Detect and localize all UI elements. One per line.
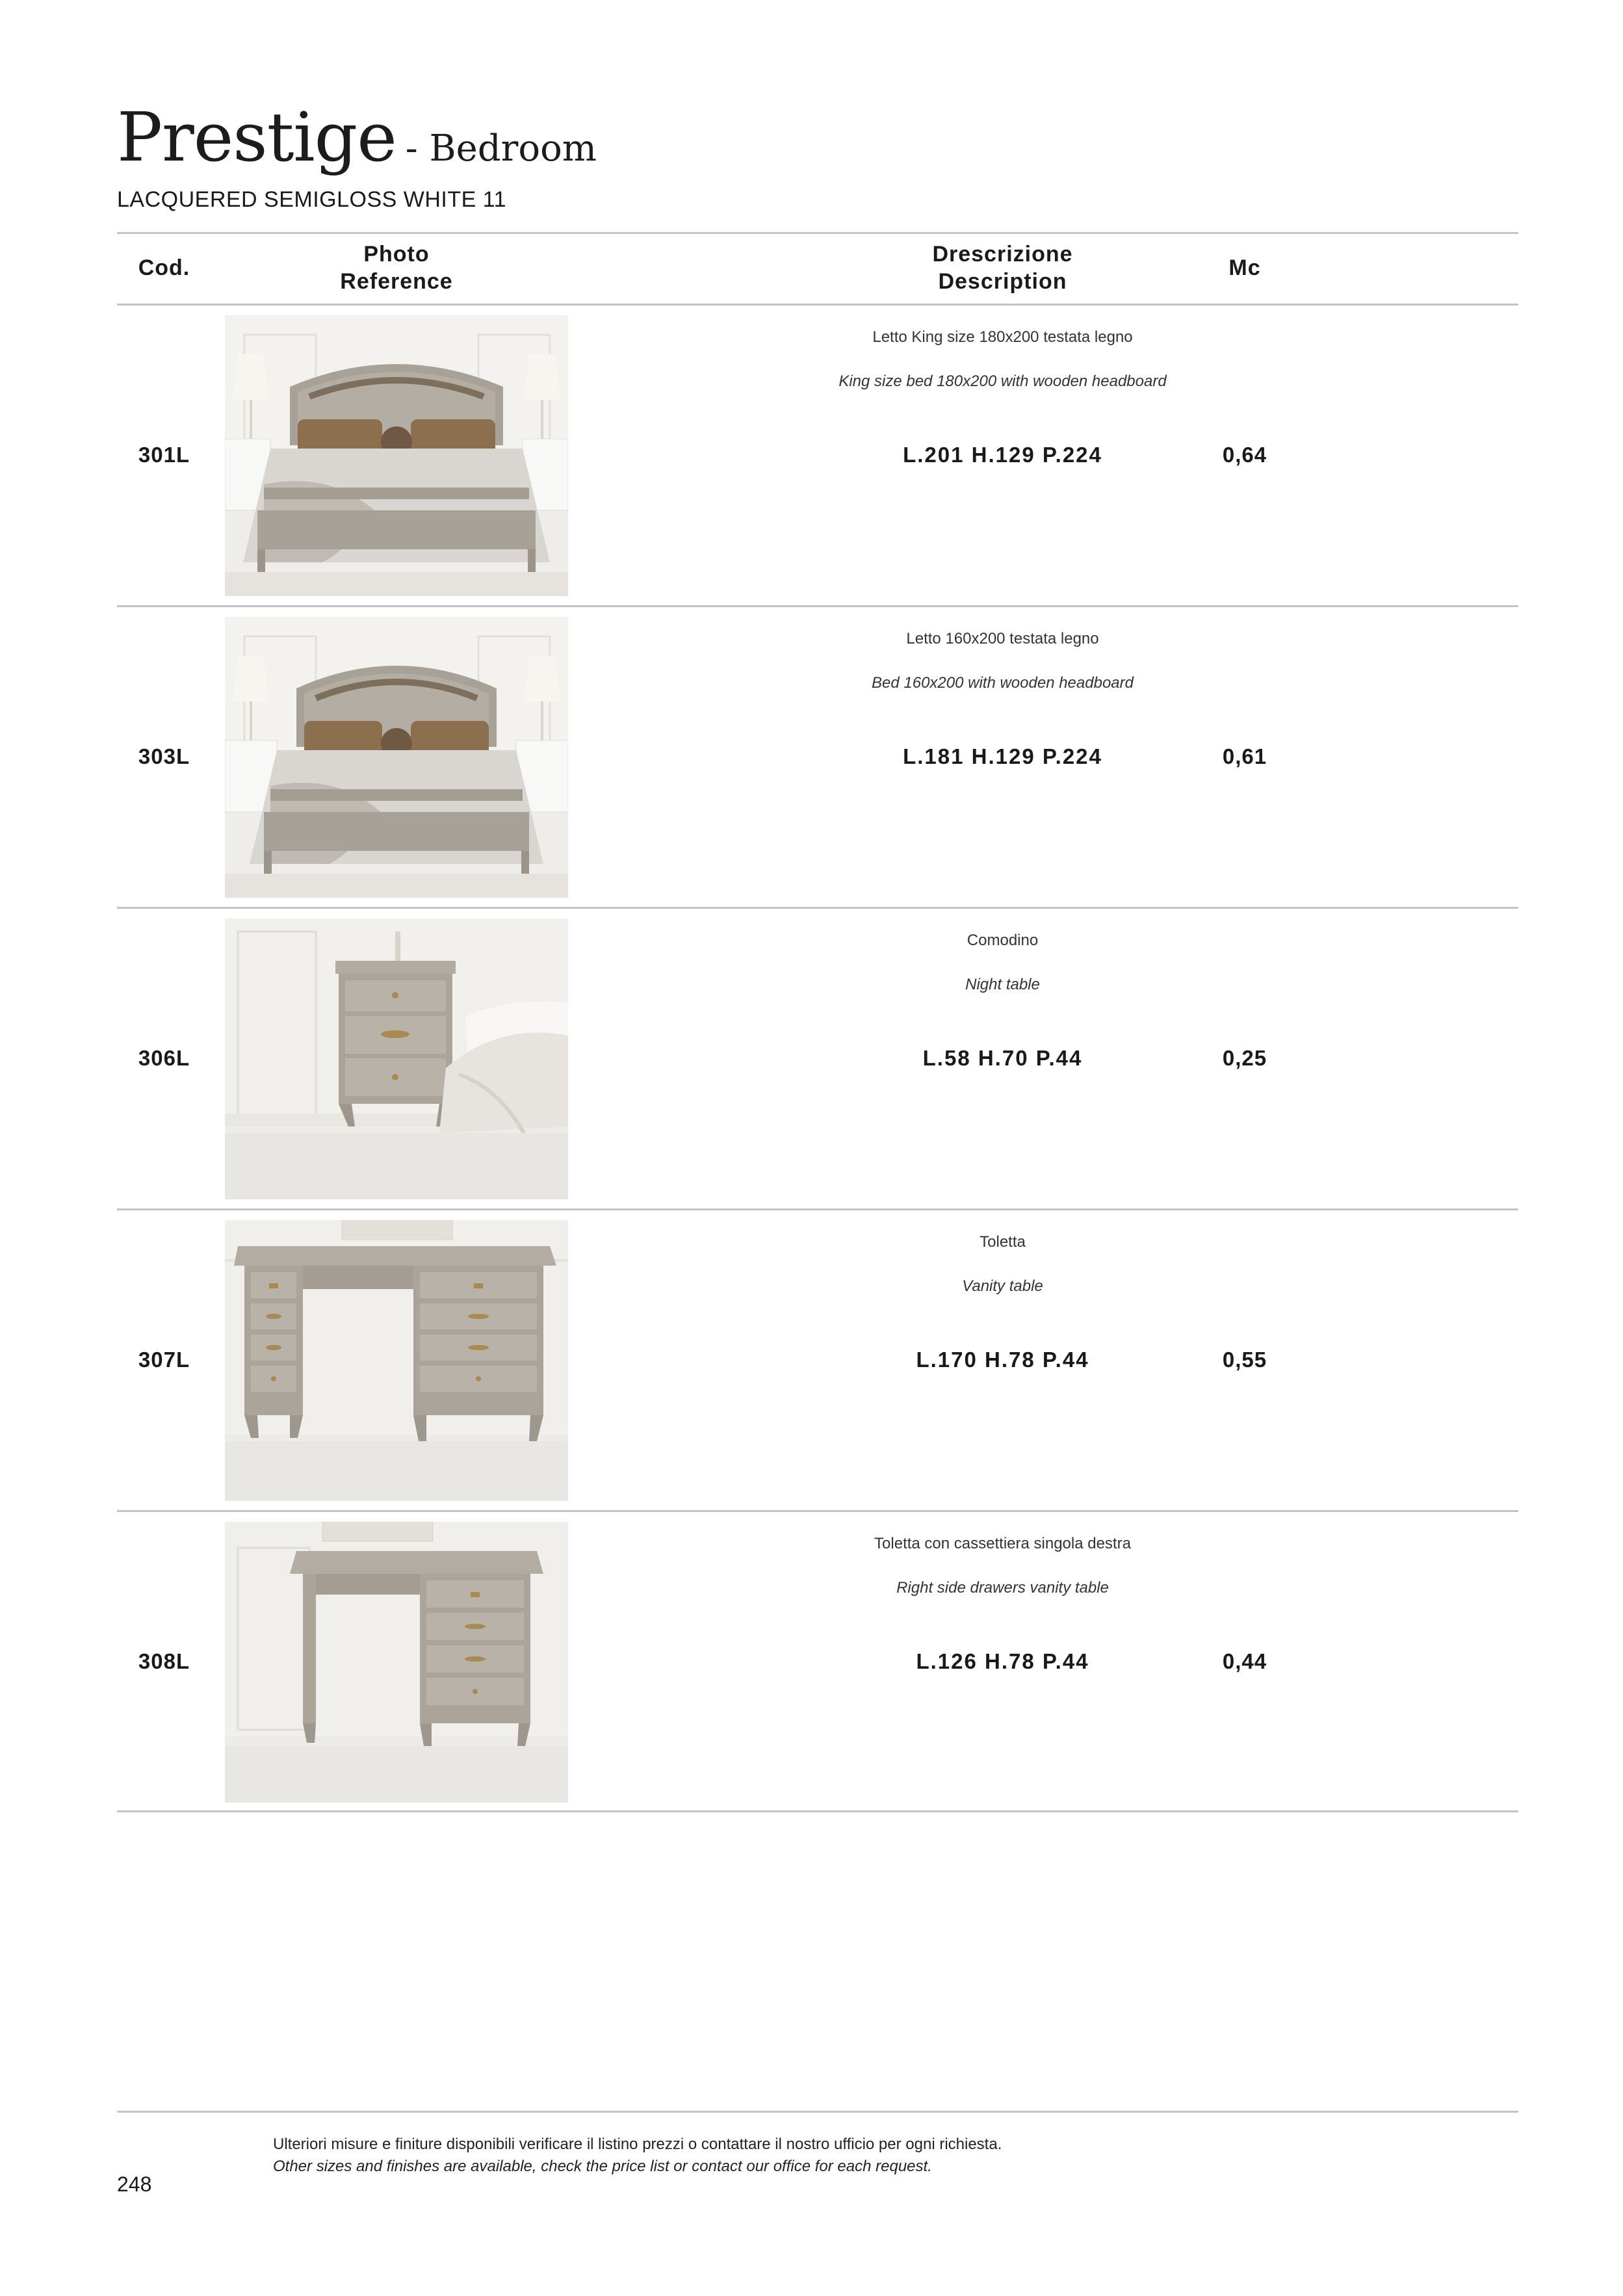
product-description-it: Toletta [980,1233,1026,1251]
column-header-photo [225,233,568,303]
finish-label: LACQUERED SEMIGLOSS WHITE 11 [117,187,507,212]
product-description-en: Right side drawers vanity table [896,1579,1109,1597]
product-photo-king-bed [225,315,568,596]
collection-name: Prestige [117,98,396,177]
column-header-mc-label: Mc [1228,255,1261,280]
column-header-photo-line1: Photo [363,242,430,267]
product-description-it: Letto 160x200 testata legno [906,630,1099,647]
table-row [117,1210,1518,1510]
table-row [117,1511,1518,1812]
product-photo-night-table [225,919,568,1199]
product-code: 307L [138,1348,190,1372]
table-row [117,305,1518,605]
product-code: 308L [138,1649,190,1673]
product-description-it: Comodino [967,932,1039,949]
product-description-en: Night table [965,976,1040,993]
product-dimensions: L.181 H.129 P.224 [903,744,1102,768]
footer-note-en: Other sizes and finishes are available, check the price list or contact our office for each request. [273,2158,932,2175]
product-volume: 0,25 [1222,1046,1267,1070]
column-header-description-line2: Description [938,269,1067,294]
table-row [117,607,1518,907]
page-title [117,98,597,177]
product-description-en: King size bed 180x200 with wooden headboard [838,372,1167,390]
product-dimensions: L.170 H.78 P.44 [916,1348,1089,1372]
column-header-code-label: Cod. [138,255,190,280]
column-header-code [117,233,211,303]
footer-note-it: Ulteriori misure e finiture disponibili verificare il listino prezzi o contattare il nostro ufficio per ogni richiesta. [273,2135,1002,2153]
product-volume: 0,61 [1222,744,1267,768]
product-photo-double-bed [225,617,568,898]
collection-subtitle: - Bedroom [405,127,597,170]
product-description-it: Toletta con cassettiera singola destra [874,1535,1131,1552]
column-header-photo-line2: Reference [340,269,453,294]
product-volume: 0,44 [1222,1649,1267,1673]
product-dimensions: L.201 H.129 P.224 [903,443,1102,467]
product-code: 306L [138,1046,190,1070]
product-code: 301L [138,443,190,467]
product-dimensions: L.126 H.78 P.44 [916,1649,1089,1673]
product-description-en: Vanity table [962,1277,1043,1295]
product-description-it: Letto King size 180x200 testata legno [872,328,1133,346]
column-header-description-line1: Drescrizione [932,242,1073,267]
product-photo-right-drawers-vanity [225,1522,568,1803]
product-volume: 0,64 [1222,443,1267,467]
product-volume: 0,55 [1222,1348,1267,1372]
row-divider [117,1810,1518,1812]
product-description-en: Bed 160x200 with wooden headboard [872,674,1134,692]
footer-note [273,2133,1002,2178]
product-photo-vanity-table [225,1220,568,1501]
column-header-mc [1189,233,1300,303]
product-code: 303L [138,744,190,768]
footer-rule [117,2111,1518,2113]
page-number: 248 [117,2172,152,2196]
product-dimensions: L.58 H.70 P.44 [922,1046,1083,1070]
table-row [117,908,1518,1208]
